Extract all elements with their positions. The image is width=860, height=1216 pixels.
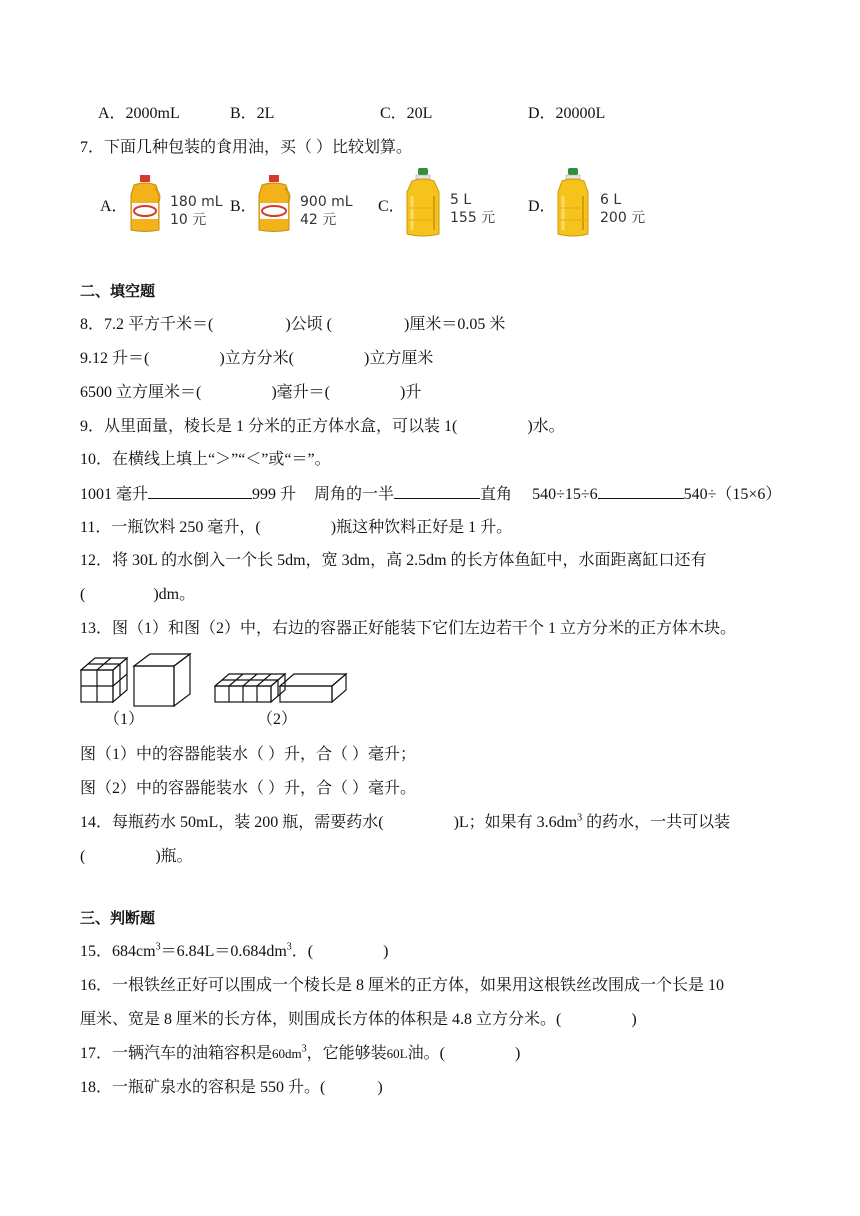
- q6-option-a: A．2000mL: [98, 105, 180, 122]
- q7-option-b-volume: 900 mL: [300, 194, 353, 210]
- medium-oil-bottle-icon: [256, 175, 292, 233]
- q17: 17．一辆汽车的油箱容积是$60dm^3$，它能够装60L油。( ): [80, 1043, 521, 1062]
- q8-line-1: 8．7.2 平方千米＝( )公顷 ( )厘米＝0.05 米: [80, 316, 506, 333]
- q10-stem: 10．在横线上填上“＞”“＜”或“＝”。: [80, 451, 331, 468]
- q7-option-c-letter: C．: [378, 198, 405, 215]
- q16-line-2: 厘米、宽是 8 厘米的长方体，则围成长方体的体积是 4.8 立方分米。( ): [80, 1011, 637, 1028]
- q7-option-b-price: 42 元: [300, 212, 337, 228]
- q8-line-2: 9.12 升＝( )立方分米( )立方厘米: [80, 350, 434, 367]
- q6-option-c: C．20L: [380, 105, 433, 122]
- q11: 11．一瓶饮料 250 毫升，( )瓶这种饮料正好是 1 升。: [80, 519, 513, 536]
- figure-1-label: （1）: [104, 711, 145, 728]
- q7-option-a-price: 10 元: [170, 212, 207, 228]
- q13-stem: 13．图（1）和图（2）中，右边的容器正好能装下它们左边若干个 1 立方分米的正方体木块。: [80, 620, 737, 637]
- q14-line-2: ( )瓶。: [80, 848, 193, 865]
- q9: 9．从里面量，棱长是 1 分米的正方体水盒，可以装 1( )水。: [80, 418, 565, 435]
- q10-comparisons: 1001 毫升 999 升 周角的一半 直角 540÷15÷6 540÷（15×6）: [80, 486, 782, 503]
- q18: 18．一瓶矿泉水的容积是 550 升。( ): [80, 1079, 383, 1096]
- q7-option-d-price: 200 元: [600, 210, 646, 226]
- figure-2-cubes-and-container: [214, 668, 348, 708]
- figure-2-label: （2）: [257, 711, 298, 728]
- q7-stem: 7．下面几种包装的食用油，买（ ）比较划算。: [80, 139, 413, 156]
- q6-option-b: B．2L: [230, 105, 275, 122]
- q7-option-a-letter: A．: [100, 198, 128, 215]
- q7-option-b-letter: B．: [230, 198, 257, 215]
- q8-line-3: 6500 立方厘米＝( )毫升＝( )升: [80, 384, 422, 401]
- section-title-fill-blank: 二、填空题: [80, 282, 156, 300]
- q12-line-2: ( )dm。: [80, 586, 196, 603]
- q12-line-1: 12．将 30L 的水倒入一个长 5dm，宽 3dm，高 2.5dm 的长方体鱼缸中，水面距离缸口还有: [80, 552, 707, 569]
- q7-option-d-letter: D．: [528, 198, 556, 215]
- q7-option-c-price: 155 元: [450, 210, 496, 226]
- q14-line-1: 14．每瓶药水 50mL，装 200 瓶，需要药水( )L；如果有 $3.6dm^3$ 的药水，一共可以装: [80, 812, 731, 831]
- large-oil-bottle-icon: [404, 168, 442, 238]
- q6-option-d: D．20000L: [528, 105, 606, 122]
- figure-1-cubes-and-container: [80, 652, 192, 708]
- q13-part-2: 图（2）中的容器能装水（ ）升，合（ ）毫升。: [80, 780, 417, 797]
- q16-line-1: 16．一根铁丝正好可以围成一个棱长是 8 厘米的正方体，如果用这根铁丝改围成一个长是 10: [80, 977, 725, 994]
- q7-option-d-volume: 6 L: [600, 192, 622, 208]
- small-oil-bottle-icon: [128, 175, 162, 233]
- q7-option-a-volume: 180 mL: [170, 194, 223, 210]
- section-title-true-false: 三、判断题: [80, 909, 156, 927]
- q13-part-1: 图（1）中的容器能装水（ ）升，合（ ）毫升；: [80, 746, 417, 763]
- q15: 15．$684cm^3=6.84L=0.684dm^3$．( ): [80, 941, 389, 960]
- large-oil-bottle-icon: [555, 168, 591, 238]
- q7-option-c-volume: 5 L: [450, 192, 472, 208]
